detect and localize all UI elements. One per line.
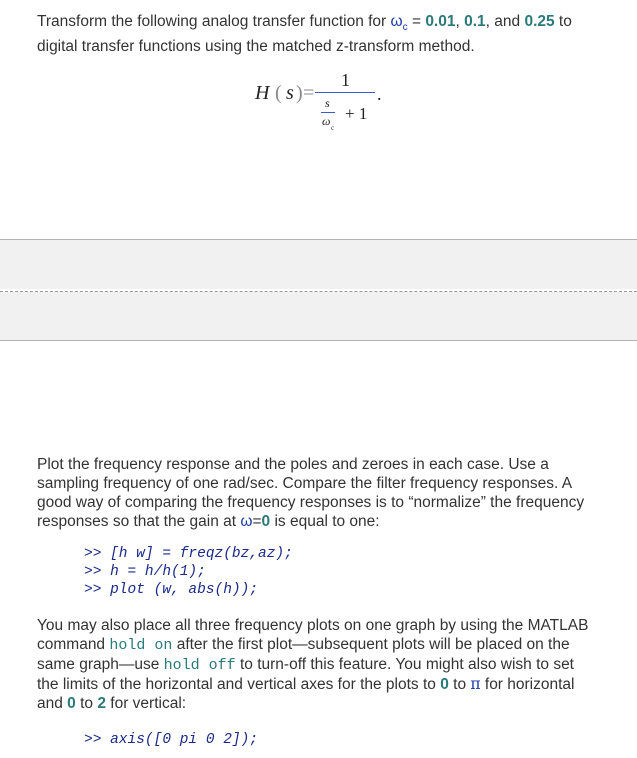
value-two: 2 (97, 695, 106, 712)
hold-line-4-end: for horizontal (480, 676, 575, 693)
code-text: axis([0 pi 0 2]); (101, 732, 259, 748)
eq-inner-den: ω (322, 114, 331, 128)
answer-band-top (0, 239, 637, 289)
to-text: to (75, 695, 98, 712)
code-prompt: >> (84, 564, 102, 580)
keyword-hold-on: hold on (109, 637, 173, 654)
to-text: to (448, 676, 471, 693)
intro-line-2: digital transfer functions using the matched z-transform method. (37, 38, 475, 56)
hold-line-2: command (37, 636, 110, 653)
code-text: [h w] = freqz(bz,az); (101, 546, 293, 562)
main-fraction-bar (315, 92, 375, 93)
eq-lhs: H (255, 82, 270, 104)
intro-text: Transform the following analog transfer function for (37, 13, 391, 30)
code-text: h = h/h(1); (101, 564, 206, 580)
eq-lparen: ( (275, 82, 282, 104)
hold-paragraph (37, 616, 612, 713)
transfer-function-equation (255, 72, 395, 142)
value-0-1: 0.1 (464, 13, 486, 30)
omega-symbol: ω (240, 513, 253, 530)
value-0-01: 0.01 (425, 13, 456, 30)
hold-line-5: and (37, 695, 68, 712)
code-line (84, 731, 258, 749)
omega-symbol: ω (390, 13, 403, 30)
plot-line-1: Plot the frequency response and the poles and zeroes in each case. Use a (37, 456, 549, 473)
code-line (84, 563, 293, 581)
code-block-freqz (84, 545, 293, 599)
keyword-hold-off: hold off (163, 657, 236, 674)
intro-paragraph (37, 12, 612, 56)
plot-line-4: responses so that the gain at (37, 513, 241, 530)
plot-line-4-end: is equal to one: (270, 513, 380, 530)
code-text: plot (w, abs(h)); (101, 582, 259, 598)
eq-var: s (286, 82, 294, 104)
hold-line-5-end: for vertical: (105, 695, 187, 712)
hold-line-1: You may also place all three frequency plots on one graph by using the MATLAB (37, 617, 589, 634)
answer-band-bottom (0, 292, 637, 340)
pi-symbol: π (470, 675, 481, 693)
equals-text: = (407, 13, 426, 30)
value-0-25: 0.25 (524, 13, 555, 30)
eq-period: . (377, 84, 382, 104)
band-divider (0, 239, 637, 240)
eq-plus-one: + 1 (345, 104, 368, 123)
value-zero: 0 (440, 676, 449, 693)
code-block-axis (84, 731, 258, 749)
value-zero: 0 (67, 695, 76, 712)
code-prompt: >> (84, 732, 102, 748)
eq-inner-num: s (325, 96, 330, 110)
inner-fraction-bar (321, 112, 335, 113)
code-prompt: >> (84, 582, 102, 598)
intro-text-end: to (554, 13, 572, 30)
hold-line-3: same graph—use (37, 656, 164, 673)
hold-line-2-end: after the first plot—subsequent plots will be placed on the (172, 636, 570, 653)
eq-rparen: ) (296, 82, 303, 104)
plot-paragraph (37, 455, 612, 531)
band-divider (0, 340, 637, 341)
code-prompt: >> (84, 546, 102, 562)
hold-line-3-end: to turn-off this feature. You might also wish to set (235, 656, 574, 673)
code-line (84, 581, 293, 599)
equals-text: = (252, 513, 262, 530)
omega-subscript: c (402, 22, 408, 34)
value-zero: 0 (261, 513, 271, 530)
plot-line-2: sampling frequency of one rad/sec. Compare the filter frequency responses. A (37, 475, 573, 492)
separator: , and (485, 13, 525, 30)
plot-line-3: good way of comparing the frequency responses is to “normalize” the frequency (37, 494, 585, 511)
hold-line-4: the limits of the horizontal and vertical axes for the plots to (37, 676, 441, 693)
eq-numerator: 1 (341, 70, 350, 90)
eq-equals: = (303, 82, 315, 104)
eq-inner-den-sub: c (331, 124, 335, 132)
code-line (84, 545, 293, 563)
separator: , (455, 13, 465, 30)
